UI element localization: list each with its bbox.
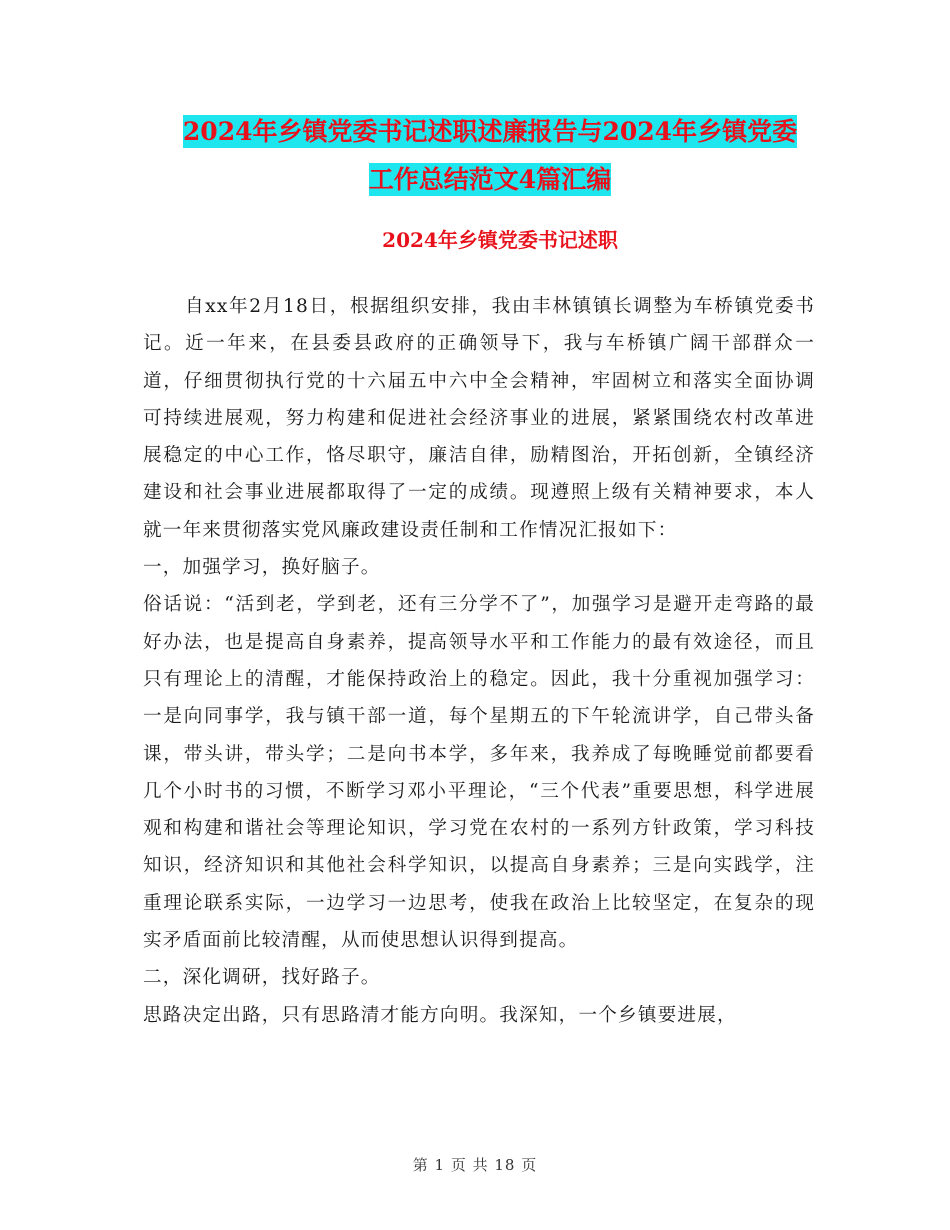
body-paragraph-study: 俗话说：“活到老，学到老，还有三分学不了”，加强学习是避开走弯路的最好办法，也是提高自身素养，提高领导水平和工作能力的最有效途径，而且只有理论上的清醒，才能保持政治上的稳定。因此，我十分重视加强学习：一是向同事学，我与镇干部一道，每个星期五的下午轮流讲学，自己带头备课，带头讲，带头学；二是向书本学，多年来，我养成了每晚睡觉前都要看几个小时书的习惯，不断学习邓小平理论，“三个代表”重要思想，科学进展观和构建和谐社会等理论知识，学习党在农村的一系列方针政策，学习科技知识，经济知识和其他社会科学知识，以提高自身素养；三是向实践学，注重理论联系实际，一边学习一边思考，使我在政治上比较坚定，在复杂的现实矛盾面前比较清醒，从而使思想认识得到提高。: [143, 594, 815, 952]
page-footer: 第 1 页 共 18 页: [412, 1156, 538, 1174]
document-title-line-2: 工作总结范文4篇汇编: [368, 165, 612, 194]
document-body: [143, 288, 815, 1034]
document-title: [140, 108, 840, 204]
body-heading-1: 一，加强学习，换好脑子。: [143, 557, 381, 579]
document-title-line-1: 2024年乡镇党委书记述职述廉报告与2024年乡镇党委: [182, 117, 798, 146]
body-paragraph-intro: 自xx年2月18日，根据组织安排，我由丰林镇镇长调整为车桥镇党委书记。近一年来，在县委县政府的正确领导下，我与车桥镇广阔干部群众一道，仔细贯彻执行党的十六届五中六中全会精神，牢固树立和落实全面协调可持续进展观，努力构建和促进社会经济事业的进展，紧紧围绕农村改革进展稳定的中心工作，恪尽职守，廉洁自律，励精图治，开拓创新，全镇经济建设和社会事业进展都取得了一定的成绩。现遵照上级有关精神要求，本人就一年来贯彻落实党风廉政建设责任制和工作情况汇报如下：: [143, 296, 815, 541]
body-heading-2: 二，深化调研，找好路子。: [143, 967, 381, 989]
section-title: 2024年乡镇党委书记述职: [382, 228, 618, 252]
body-paragraph-research: 思路决定出路，只有思路清才能方向明。我深知，一个乡镇要进展，: [143, 1004, 737, 1026]
